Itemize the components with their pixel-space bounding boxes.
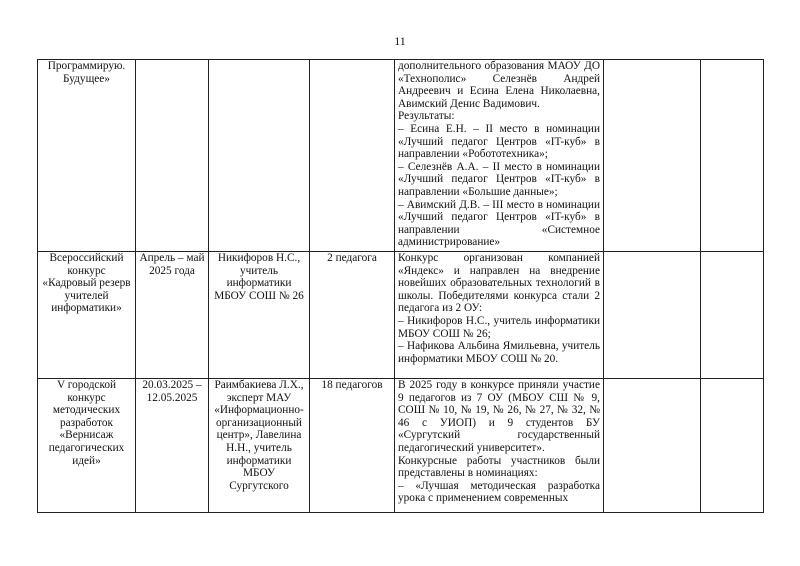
description-paragraph: – Нафикова Альбина Ямильевна, учитель информатики МБОУ СОШ № 20. — [398, 340, 600, 365]
table-row — [38, 379, 764, 513]
event-responsible — [209, 60, 310, 252]
empty-cell — [604, 379, 701, 513]
table-row — [38, 252, 764, 379]
cell-text: 18 педагогов — [321, 379, 383, 391]
description-paragraph: – Есина Е.Н. – II место в номинации «Лучший педагог Центров «IT-куб» в направлении «Робототехника»; — [398, 122, 600, 161]
cell-text: Раимбакиева Л.Х., эксперт МАУ «Информационно-организационный центр», Лавелина Н.Н., учитель информатики МБОУ Сургутского — [214, 379, 304, 492]
cell-text: 20.03.2025 – 12.05.2025 — [142, 379, 202, 404]
event-name — [38, 379, 136, 513]
description-paragraph: Результаты: — [398, 110, 455, 123]
description-paragraph: дополнительного образования МАОУ ДО «Технополис» Селезнёв Андрей Андреевич и Есина Елена Николаевна, Авимский Денис Вадимович. — [398, 60, 600, 110]
cell-text: V городской конкурс методических разработок «Вернисаж педагогических идей» — [48, 379, 125, 467]
event-participants — [310, 379, 395, 513]
event-participants: 2 педагога — [310, 252, 395, 379]
event-name: Всероссийский конкурс «Кадровый резерв учителей информатики» — [38, 252, 136, 379]
event-description — [395, 60, 604, 252]
description-paragraph: Конкурс организован компанией «Яндекс» и направлен на внедрение новейших образовательных технологий в школы. Победителями конкурса стали 2 педагога из 2 ОУ: — [398, 252, 600, 315]
event-participants — [310, 60, 395, 252]
event-dates: Апрель – май 2025 года — [136, 252, 209, 379]
description-paragraph: Конкурсные работы участников были представлены в номинациях: — [398, 454, 600, 480]
description-paragraph: – Авимский Д.В. – III место в номинации «Лучший педагог Центров «IT-куб» в направлении «Системное администрирование» — [398, 198, 600, 249]
description-paragraph: – Никифоров Н.С., учитель информатики МБОУ СОШ № 26; — [398, 314, 600, 340]
event-name: Программирую. Будущее» — [38, 60, 136, 252]
empty-cell — [604, 60, 701, 252]
empty-cell — [701, 252, 764, 379]
event-dates — [136, 379, 209, 513]
description-paragraph: – Селезнёв А.А. – II место в номинации «Лучший педагог Центров «IT-куб» в направлении «Большие данные»; — [398, 160, 600, 198]
event-description — [395, 379, 604, 513]
event-responsible — [209, 379, 310, 513]
description-paragraph: В 2025 году в конкурсе приняли участие 9 педагогов из 7 ОУ (МБОУ СШ № 9, СОШ № 10, № 19, № 26, № 27, № 32, № 46 с УИОП) и 9 студентов БУ «Сургутский государственный педагогический университет». — [398, 379, 600, 454]
events-table — [37, 59, 764, 513]
empty-cell — [604, 252, 701, 379]
description-paragraph: – «Лучшая методическая разработка урока с применением современных — [398, 479, 600, 505]
event-description — [395, 252, 604, 379]
empty-cell — [701, 60, 764, 252]
table-row — [38, 60, 764, 252]
event-responsible: Никифоров Н.С., учитель информатики МБОУ СОШ № 26 — [209, 252, 310, 379]
page-number: 11 — [394, 34, 406, 48]
description-clip — [398, 379, 600, 512]
event-dates — [136, 60, 209, 252]
empty-cell — [701, 379, 764, 513]
